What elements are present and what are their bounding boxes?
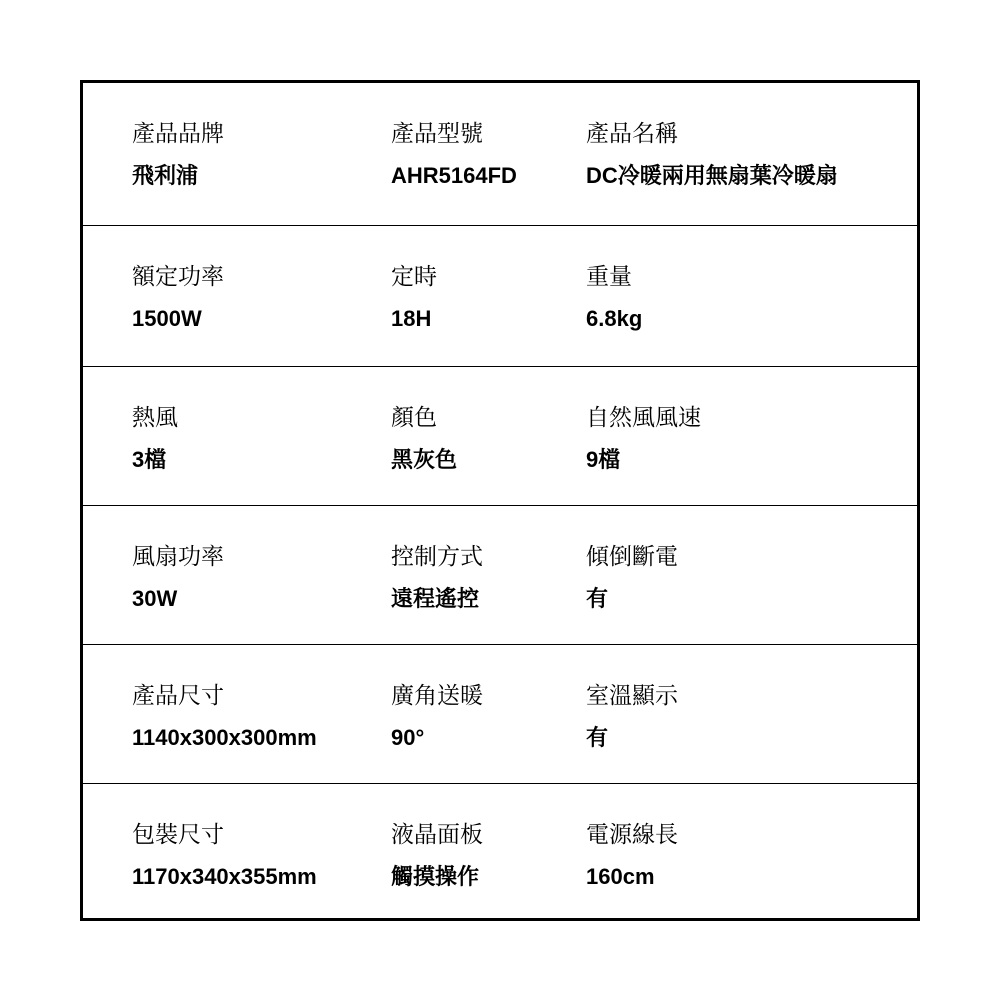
spec-cell-brand xyxy=(132,119,224,191)
spec-label: 額定功率 xyxy=(132,264,224,290)
spec-cell-hot-air xyxy=(132,403,178,475)
spec-label: 顏色 xyxy=(391,405,437,431)
spec-cell-lcd-panel xyxy=(391,820,483,892)
spec-cell-product-size xyxy=(132,681,317,753)
spec-value: 觸摸操作 xyxy=(391,864,480,889)
spec-value: 30W xyxy=(132,586,178,611)
spec-cell-rated-power xyxy=(132,262,224,334)
spec-value: DC冷暖兩用無扇葉冷暖扇 xyxy=(586,163,838,188)
spec-label: 液晶面板 xyxy=(391,822,483,848)
spec-value: 1140x300x300mm xyxy=(132,725,317,750)
spec-value: 有 xyxy=(586,586,609,611)
spec-label: 產品名稱 xyxy=(586,121,678,147)
spec-row-heat-color-windspeed xyxy=(83,366,917,505)
spec-value: 1170x340x355mm xyxy=(132,864,317,889)
spec-label: 風扇功率 xyxy=(132,544,224,570)
spec-row-power-timer-weight xyxy=(83,225,917,366)
spec-label: 產品尺寸 xyxy=(132,683,224,709)
spec-cell-control-method xyxy=(391,542,483,614)
spec-label: 包裝尺寸 xyxy=(132,822,224,848)
spec-label: 電源線長 xyxy=(586,822,678,848)
spec-value: 160cm xyxy=(586,864,655,889)
spec-cell-fan-power xyxy=(132,542,224,614)
spec-cell-product-name xyxy=(586,119,838,191)
spec-value: 3檔 xyxy=(132,447,167,472)
spec-cell-timer xyxy=(391,262,437,334)
spec-value: 黑灰色 xyxy=(391,447,458,472)
spec-cell-model xyxy=(391,119,517,191)
spec-row-size-angle-display xyxy=(83,644,917,783)
spec-cell-power-cord-length xyxy=(586,820,678,892)
spec-row-brand-model-name xyxy=(83,83,917,225)
spec-label: 重量 xyxy=(586,264,632,290)
spec-value: 90° xyxy=(391,725,425,750)
spec-value: AHR5164FD xyxy=(391,163,517,188)
spec-cell-room-temp-display xyxy=(586,681,678,753)
spec-label: 控制方式 xyxy=(391,544,483,570)
spec-row-fanpower-control-tipover xyxy=(83,505,917,644)
spec-value: 9檔 xyxy=(586,447,621,472)
spec-cell-tip-over-shutoff xyxy=(586,542,678,614)
spec-cell-wide-angle-heating xyxy=(391,681,483,753)
spec-table xyxy=(80,80,920,921)
spec-cell-natural-wind-speed xyxy=(586,403,701,475)
spec-value: 18H xyxy=(391,306,432,331)
spec-cell-weight xyxy=(586,262,642,334)
spec-value: 遠程遙控 xyxy=(391,586,480,611)
spec-value: 1500W xyxy=(132,306,202,331)
spec-label: 定時 xyxy=(391,264,437,290)
spec-label: 熱風 xyxy=(132,405,178,431)
spec-cell-color xyxy=(391,403,457,475)
spec-cell-package-size xyxy=(132,820,317,892)
spec-label: 室溫顯示 xyxy=(586,683,678,709)
spec-label: 產品型號 xyxy=(391,121,483,147)
spec-row-package-panel-cord xyxy=(83,783,917,918)
spec-label: 廣角送暖 xyxy=(391,683,483,709)
spec-value: 有 xyxy=(586,725,609,750)
spec-label: 傾倒斷電 xyxy=(586,544,678,570)
spec-label: 自然風風速 xyxy=(586,405,701,431)
spec-value: 6.8kg xyxy=(586,306,643,331)
spec-label: 產品品牌 xyxy=(132,121,224,147)
spec-value: 飛利浦 xyxy=(132,163,199,188)
